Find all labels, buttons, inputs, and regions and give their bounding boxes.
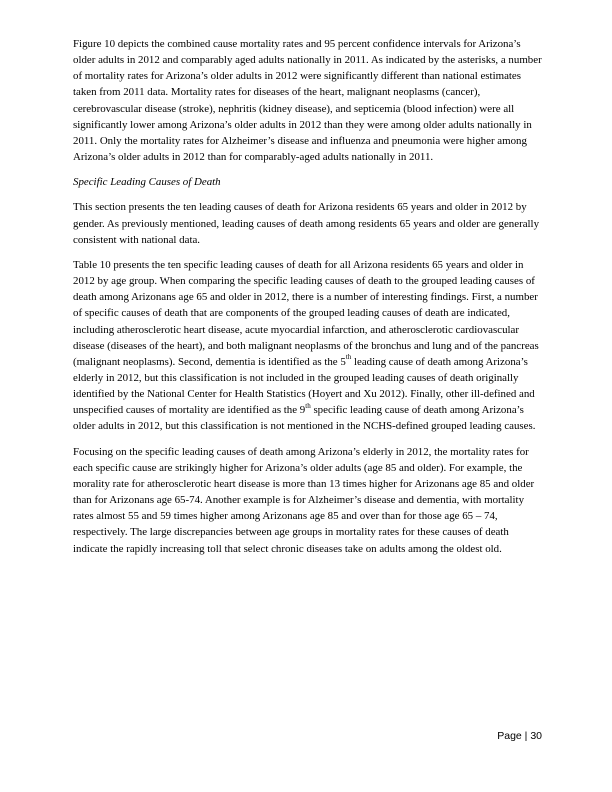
paragraph-table-10 [73, 257, 543, 435]
paragraph-age-group-rates: Focusing on the specific leading causes of death among Arizona’s elderly in 2012, the mortality rates for each specific cause are strikingly higher for Arizona’s older adults (age 85 and older). For example, the morality rate for atherosclerotic heart disease is more than 13 times higher for Arizonans age 85 and older than for Arizonans age 65-74. Another example is for Alzheimer’s disease and dementia, with mortality rates almost 55 and 59 times higher among Arizonans age 85 and over than for those age 65 – 74, respectively. The large discrepancies between age groups in mortality rates for these causes of death indicate the rapidly increasing toll that select chronic diseases take on adults among the oldest old. [73, 445, 535, 555]
paragraph-section-intro: This section presents the ten leading causes of death for Arizona residents 65 years and older in 2012 by gender. As previously mentioned, leading causes of death among residents 65 years and older are generally consistent with national data. [73, 201, 540, 246]
paragraph-table-10-part-b: leading cause of death among Arizona’s elderly in 2012, but this classification is not included in the grouped leading causes of death originally identified by the National Center for Health Statistics (Hoyert and Xu 2012). Finally, other ill-defined and unspecified causes of mortality are identified as the 9 [73, 355, 535, 417]
section-heading: Specific Leading Causes of Death [73, 176, 221, 189]
paragraph-table-10-part-a: Table 10 presents the ten specific leading causes of death for all Arizona residents 65 years and older in 2012 by age group. When comparing the specific leading causes of death to the grouped leading causes of death among Arizonans age 65 and older in 2012, there is a number of interesting findings. First, a number of specific causes of death that are components of the grouped leading causes of death are indicated, including atherosclerotic heart disease, acute myocardial infarction, and atherosclerotic cardiovascular disease (diseases of the heart), and both malignant neoplasms of the bronchus and lung and of the pancreas (malignant neoplasms). Second, dementia is identified as the 5 [73, 258, 539, 368]
page-number: Page | 30 [497, 730, 542, 742]
page-body [73, 36, 543, 566]
paragraph-table-10-part-c: specific leading cause of death among Arizona’s older adults in 2012, but this classification is not mentioned in the NCHS-defined grouped leading causes. [73, 404, 536, 433]
ordinal-superscript: th [345, 353, 352, 362]
ordinal-superscript: th [305, 401, 311, 410]
paragraph-figure-10-summary: Figure 10 depicts the combined cause mortality rates and 95 percent confidence intervals for Arizona’s older adults in 2012 and comparably aged adults nationally in 2011. As indicated by the asterisks, a number of mortality rates for Arizona’s older adults in 2012 were significantly different than national estimates taken from 2011 data. Mortality rates for diseases of the heart, malignant neoplasms (cancer), cerebrovascular disease (stroke), nephritis (kidney disease), and septicemia (blood infection) were all significantly lower among Arizona’s older adults in 2012 than they were among older adults nationally in 2011. Only the mortality rates for Alzheimer’s disease and influenza and pneumonia were higher among Arizona’s older adults in 2012 than for comparably-aged adults nationally in 2011. [73, 38, 542, 164]
